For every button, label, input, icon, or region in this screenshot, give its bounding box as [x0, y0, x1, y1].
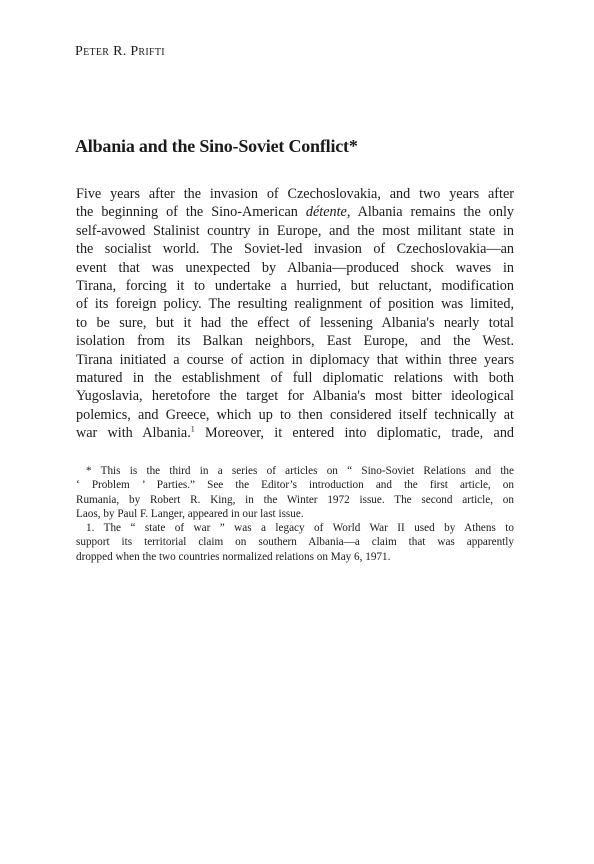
footnote-line: Rumania, by Robert R. King, in the Winter 1972 issue. The second article, on	[76, 493, 514, 506]
body-line: Tirana initiated a course of action in diplomacy that within three years	[76, 351, 514, 368]
footnote-line: dropped when the two countries normalized relations on May 6, 1971.	[76, 550, 391, 563]
body-line: Tirana, forcing it to undertake a hurried, but reluctant, modification	[76, 277, 514, 294]
body-line	[76, 424, 514, 442]
body-line: isolation from its Balkan neighbors, East Europe, and the West.	[76, 333, 514, 350]
body-line-part: war with Albania.	[76, 425, 191, 442]
body-line: the socialist world. The Soviet-led invasion of Czechoslovakia—an	[76, 241, 514, 258]
footnote-line: 1. The “ state of war ” was a legacy of World War II used by Athens to	[86, 522, 514, 535]
footnotes	[76, 464, 514, 564]
body-line-part: Moreover, it entered into diplomatic, trade, and	[205, 425, 515, 442]
footnote-reference: 1	[190, 424, 195, 434]
footnote-line: ‘ Problem ’ Parties.” See the Editor’s introduction and the first article, on	[76, 479, 514, 492]
body-line: Yugoslavia, heretofore the target for Albania's most bitter ideological	[76, 388, 514, 405]
author-name: Peter R. Prifti	[75, 44, 165, 59]
body-line: matured in the establishment of full diplomatic relations with both	[76, 369, 514, 386]
body-line: self-avowed Stalinist country in Europe, and the most militant state in	[76, 222, 514, 239]
footnote-line: Laos, by Paul F. Langer, appeared in our last issue.	[76, 507, 304, 520]
footnote-line: * This is the third in a series of articles on “ Sino-Soviet Relations and the	[86, 465, 514, 477]
article-body	[76, 185, 514, 442]
article-title: Albania and the Sino-Soviet Conflict*	[75, 136, 358, 156]
body-line: to be sure, but it had the effect of lessening Albania's nearly total	[76, 314, 514, 331]
body-line: event that was unexpected by Albania—produced shock waves in	[76, 259, 514, 276]
footnote-line: support its territorial claim on southern Albania—a claim that was apparently	[76, 536, 514, 549]
body-line: of its foreign policy. The resulting realignment of position was limited,	[76, 296, 514, 313]
italic-term: détente	[305, 204, 347, 221]
body-line: polemics, and Greece, which up to then considered itself technically at	[76, 406, 514, 423]
body-line: Five years after the invasion of Czechoslovakia, and two years after	[76, 186, 514, 202]
body-line: the beginning of the Sino-American détente, Albania remains the only	[76, 204, 514, 221]
